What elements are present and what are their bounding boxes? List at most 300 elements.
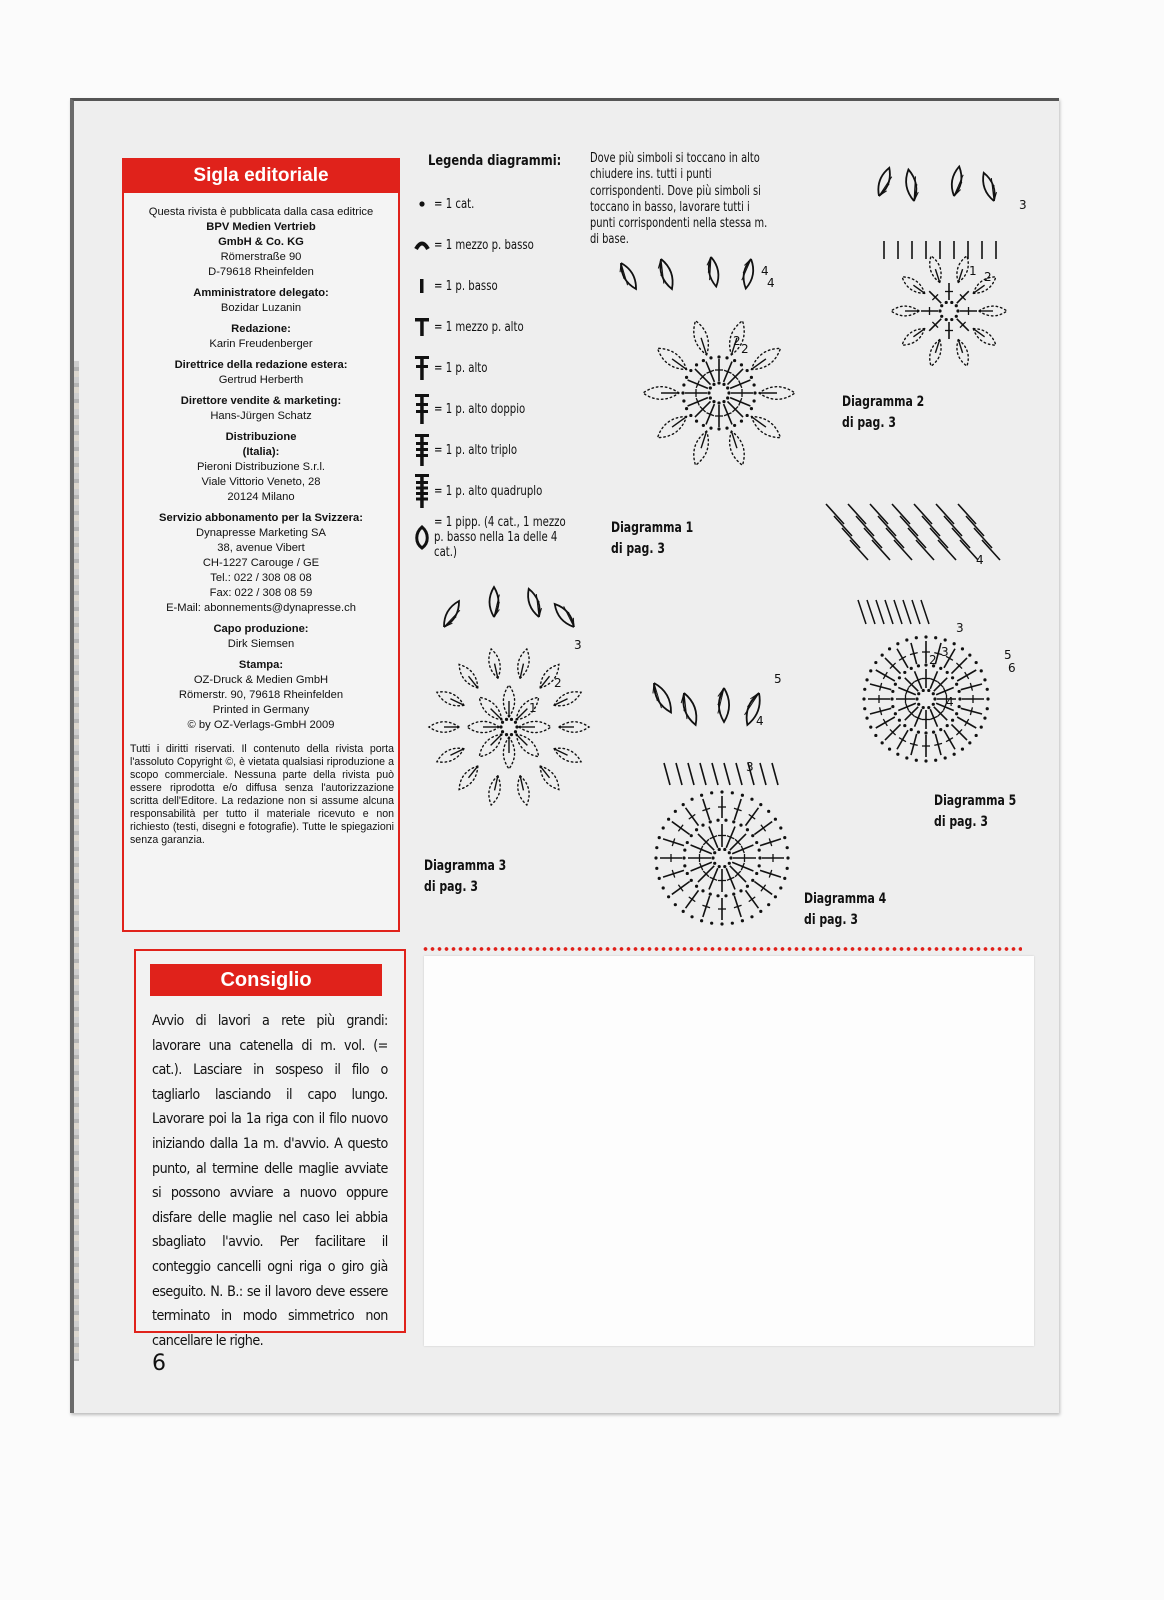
chain-dot xyxy=(924,731,927,734)
stitch-mark xyxy=(930,528,948,548)
stitch-mark xyxy=(700,763,706,785)
chain-dot xyxy=(894,712,897,715)
single-crochet-bar-icon xyxy=(412,269,434,303)
chain-dot xyxy=(717,427,720,430)
chain-dot xyxy=(934,759,937,762)
chain-dot xyxy=(712,383,715,386)
chain-dot xyxy=(683,864,686,867)
legend-label: = 1 mezzo p. alto xyxy=(434,319,524,335)
chain-dot xyxy=(709,426,712,429)
chain-dot xyxy=(510,718,513,721)
stitch-cross xyxy=(761,885,766,891)
chain-dot xyxy=(753,391,756,394)
chain-dot xyxy=(961,647,964,650)
chain-dot xyxy=(946,724,949,727)
chain-dot xyxy=(717,401,720,404)
half-double-t-icon xyxy=(412,310,434,344)
stitch-mark xyxy=(916,540,934,560)
diagram-2-drawing xyxy=(844,151,1034,391)
chain-dot xyxy=(896,753,899,756)
chain-dot xyxy=(786,856,789,859)
sigla-intro: Questa rivista è pubblicata dalla casa editrice xyxy=(148,206,374,218)
chain-dot xyxy=(700,794,703,797)
chain-dot xyxy=(940,315,943,318)
chain-dot xyxy=(932,731,935,734)
chain-dot xyxy=(896,642,899,645)
chain-dot xyxy=(955,712,958,715)
chain-dot xyxy=(722,383,725,386)
chain-dot xyxy=(710,791,713,794)
chain-dot xyxy=(658,836,661,839)
stitch-mark xyxy=(858,600,866,624)
blank-panel xyxy=(424,956,1034,1346)
legend-item xyxy=(412,228,562,262)
half-single-arc-icon xyxy=(412,228,434,262)
chain-dot xyxy=(695,363,698,366)
chain-dot xyxy=(690,879,693,882)
leaf-motif xyxy=(528,589,540,617)
chain-dot xyxy=(505,733,508,736)
chain-dot xyxy=(905,756,908,759)
chain-dot xyxy=(662,886,665,889)
chain-dot xyxy=(779,886,782,889)
stitch-mark xyxy=(872,540,890,560)
chain-dot xyxy=(955,683,958,686)
chain-dot xyxy=(720,790,723,793)
section-heading: Servizio abbonamento per la Svizzera: xyxy=(159,512,363,524)
section-line: 20124 Milano xyxy=(227,491,295,503)
legend-label: = 1 cat. xyxy=(434,196,475,212)
section-line: Tel.: 022 / 308 08 08 xyxy=(210,572,312,584)
chain-dot xyxy=(746,885,749,888)
chain-dot xyxy=(945,318,948,321)
chain-dot xyxy=(514,730,517,733)
chain-dot xyxy=(690,834,693,837)
magazine-page xyxy=(70,98,1059,1413)
chain-dot xyxy=(863,688,866,691)
stitch-mark xyxy=(724,763,730,785)
chain-dot xyxy=(783,877,786,880)
chain-dot xyxy=(922,689,925,692)
stitch-mark xyxy=(900,516,918,536)
round-number: 2 xyxy=(929,653,937,667)
petal-outline xyxy=(518,776,529,805)
chain-dot xyxy=(667,895,670,898)
chain-dot xyxy=(695,885,698,888)
diagram-4-chart xyxy=(634,653,814,938)
page-number: 6 xyxy=(152,1351,166,1376)
double-treble-icon xyxy=(412,433,434,467)
consiglio-box xyxy=(134,949,406,1349)
legend-item xyxy=(412,392,551,426)
chain-dot xyxy=(739,889,742,892)
stitch-mark xyxy=(870,504,888,524)
chain-dot xyxy=(501,721,504,724)
chain-dot xyxy=(725,356,728,359)
stitch-mark xyxy=(938,540,956,560)
chain-dot xyxy=(674,810,677,813)
stitch-mark xyxy=(848,504,866,524)
petal-stitch xyxy=(554,749,568,756)
chain-dot xyxy=(759,803,762,806)
stitch-mark xyxy=(864,528,882,548)
chain-dot xyxy=(510,733,513,736)
chain-dot xyxy=(986,697,989,700)
stitch-mark xyxy=(914,504,932,524)
petal-stitch xyxy=(935,340,939,353)
chain-dot xyxy=(505,718,508,721)
chain-dot xyxy=(733,359,736,362)
chain-dot xyxy=(711,856,714,859)
chain-dot xyxy=(783,836,786,839)
chain-dot xyxy=(951,719,954,722)
chain-dot xyxy=(752,383,755,386)
chain-dot xyxy=(685,376,688,379)
chain-dot xyxy=(741,794,744,797)
stitch-cross xyxy=(689,814,695,819)
stitch-cross xyxy=(749,814,755,819)
dotted-divider xyxy=(422,946,1022,952)
petal-outline xyxy=(694,321,709,355)
chain-dot xyxy=(865,717,868,720)
petal-outline xyxy=(930,256,941,283)
chain-dot xyxy=(986,707,989,710)
diagram-1-drawing xyxy=(601,253,801,523)
chain-dot xyxy=(732,893,735,896)
round-number: 3 xyxy=(1019,198,1027,212)
stitch-cross xyxy=(678,885,683,891)
chain-dot xyxy=(654,856,657,859)
stitch-mark xyxy=(894,540,912,560)
chain-dot xyxy=(950,318,953,321)
chain-dot xyxy=(958,705,961,708)
leaf-motif xyxy=(983,173,995,201)
chain-dot xyxy=(958,697,961,700)
chain-dot xyxy=(934,636,937,639)
chain-dot xyxy=(955,304,958,307)
section-heading: Distribuzione xyxy=(225,431,297,443)
chain-dot xyxy=(725,426,728,429)
chain-dot xyxy=(986,688,989,691)
chain-dot xyxy=(709,820,712,823)
chain-dot xyxy=(774,818,777,821)
diagram-title: Diagramma 4 xyxy=(804,891,887,907)
chain-dot xyxy=(727,391,730,394)
stitch-mark xyxy=(958,504,976,524)
stitch-cross xyxy=(689,897,695,902)
chain-dot xyxy=(933,697,936,700)
publisher-name: GmbH & Co. KG xyxy=(218,236,304,248)
chain-dot xyxy=(905,638,908,641)
section-line: Viale Vittorio Veneto, 28 xyxy=(201,476,321,488)
chain-dot xyxy=(716,819,719,822)
stitch-mark xyxy=(908,528,926,548)
chain-dot xyxy=(774,895,777,898)
chain-dot xyxy=(746,414,749,417)
diagram-1-label xyxy=(611,518,693,560)
chain-dot xyxy=(950,301,953,304)
chain-dot xyxy=(951,676,954,679)
chain-dot xyxy=(924,663,927,666)
stitch-mark xyxy=(936,504,954,524)
chain-dot xyxy=(939,667,942,670)
stitch-mark xyxy=(966,516,984,536)
diagram-title: Diagramma 5 xyxy=(934,793,1017,809)
diagram-5-drawing xyxy=(796,484,1036,784)
petal-outline xyxy=(489,649,500,678)
diagram-2-chart xyxy=(844,151,1034,396)
petal-stitch xyxy=(520,776,523,791)
chain-dot xyxy=(731,922,734,925)
stitch-mark xyxy=(876,600,884,624)
chain-dot xyxy=(739,823,742,826)
stitch-mark xyxy=(676,763,682,785)
chain-dot xyxy=(975,734,978,737)
chain-dot xyxy=(709,356,712,359)
chain-dot xyxy=(695,828,698,831)
stitch-mark xyxy=(664,763,670,785)
diagram-ref: di pag. 3 xyxy=(424,879,478,895)
diagram-2-label xyxy=(842,392,924,434)
chain-dot xyxy=(751,834,754,837)
petal-stitch xyxy=(958,340,962,353)
chain-dot xyxy=(865,678,868,681)
chain-dot xyxy=(702,424,705,427)
chain-dot xyxy=(932,692,935,695)
chain-dot xyxy=(750,798,753,801)
legend-item xyxy=(412,474,573,508)
chain-dot xyxy=(940,304,943,307)
chain-dot xyxy=(712,400,715,403)
petal-stitch xyxy=(520,664,523,679)
sigla-editoriale-box xyxy=(122,158,400,932)
triple-treble-icon xyxy=(412,474,434,508)
stitch-cross xyxy=(749,897,755,902)
legend-label: = 1 mezzo p. basso xyxy=(434,237,534,253)
diagram-3-label xyxy=(424,856,506,898)
round-number: 3 xyxy=(574,638,582,652)
chain-dot xyxy=(888,748,891,751)
diagram-note: Dove più simboli si toccano in alto chiudere ins. tutti i punti corrispondenti. Dove più simboli si toccano in basso, lavorare tutti i punti corrispondenti nella stessa m. di base. xyxy=(590,151,768,248)
chain-dot xyxy=(968,741,971,744)
diagram-legend xyxy=(412,153,602,573)
stitch-mark xyxy=(856,516,874,536)
chain-dot xyxy=(922,706,925,709)
legend-title: Legenda diagrammi: xyxy=(428,153,562,169)
chain-dot xyxy=(862,697,865,700)
chain-dot xyxy=(953,753,956,756)
chain-dot xyxy=(786,846,789,849)
chain-dot xyxy=(717,355,720,358)
petal-outline xyxy=(518,649,529,678)
diagram-title: Diagramma 2 xyxy=(842,394,925,410)
section-heading: Direttore vendite & marketing: xyxy=(180,395,342,407)
stitch-mark xyxy=(834,516,852,536)
chain-dot xyxy=(682,910,685,913)
round-number: 6 xyxy=(1008,661,1016,675)
stitch-cross xyxy=(761,825,766,831)
chain-dot xyxy=(927,706,930,709)
petal-stitch xyxy=(701,431,707,448)
chain-dot xyxy=(983,678,986,681)
leaf-stitch xyxy=(954,175,963,196)
section-heading: Stampa: xyxy=(238,659,284,671)
chain-dot xyxy=(718,865,721,868)
chain-dot xyxy=(888,647,891,650)
petal-outline xyxy=(930,340,941,367)
chain-dot xyxy=(944,756,947,759)
chain-dot xyxy=(685,407,688,410)
round-number: 5 xyxy=(774,672,782,686)
chain-dot xyxy=(938,309,941,312)
chain-dot xyxy=(716,894,719,897)
section-line: OZ-Druck & Medien GmbH xyxy=(193,674,329,686)
chain-dot xyxy=(891,690,894,693)
legend-item xyxy=(412,310,549,344)
stitch-mark xyxy=(772,763,778,785)
chain-dot xyxy=(910,667,913,670)
picot-loop-icon xyxy=(412,521,434,555)
chain-dot xyxy=(682,856,685,859)
chain-dot xyxy=(710,922,713,925)
section-subheading: (Italia): xyxy=(242,446,280,458)
stitch-mark xyxy=(982,540,1000,560)
chain-dot xyxy=(758,864,761,867)
chain-dot xyxy=(869,669,872,672)
chain-dot xyxy=(891,705,894,708)
chain-dot xyxy=(863,707,866,710)
petal-stitch xyxy=(450,699,464,706)
sigla-body xyxy=(124,193,398,733)
chain-dot xyxy=(709,396,712,399)
petal-outline xyxy=(489,776,500,805)
chain-dot xyxy=(759,910,762,913)
chain-dot xyxy=(713,851,716,854)
stitch-mark xyxy=(922,516,940,536)
chain-dot xyxy=(881,741,884,744)
chain-dot xyxy=(750,407,753,410)
chain-dot xyxy=(700,919,703,922)
legend-label: = 1 p. basso xyxy=(434,278,498,294)
chain-dot xyxy=(499,725,502,728)
double-crochet-cross-icon xyxy=(412,351,434,385)
treble-crochet-icon xyxy=(412,392,434,426)
chain-dot xyxy=(874,661,877,664)
chain-dot xyxy=(898,719,901,722)
diagram-ref: di pag. 3 xyxy=(842,415,896,431)
page-edge xyxy=(74,361,79,1361)
stitch-mark xyxy=(921,600,929,624)
section-line: © by OZ-Verlags-GmbH 2009 xyxy=(187,719,335,731)
chain-dot xyxy=(890,697,893,700)
stitch-mark xyxy=(903,600,911,624)
petal-stitch xyxy=(935,269,939,282)
legend-item xyxy=(412,351,503,385)
chain-dot xyxy=(752,399,755,402)
round-number: 2 xyxy=(984,270,992,284)
section-line: E-Mail: abonnements@dynapresse.ch xyxy=(166,602,356,614)
section-line: Gertrud Herberth xyxy=(218,374,304,386)
chain-dot xyxy=(767,810,770,813)
chain-dot xyxy=(903,671,906,674)
chain-dot xyxy=(689,369,692,372)
diagram-1-chart xyxy=(601,253,801,528)
section-line: Printed in Germany xyxy=(212,704,310,716)
chain-dot xyxy=(767,903,770,906)
chain-dot-icon xyxy=(412,187,434,221)
chain-dot xyxy=(779,826,782,829)
chain-dot xyxy=(955,315,958,318)
chain-dot xyxy=(726,396,729,399)
chain-dot xyxy=(945,301,948,304)
chain-dot xyxy=(755,872,758,875)
chain-dot xyxy=(724,894,727,897)
round-number: 3 xyxy=(956,621,964,635)
round-number: 4 xyxy=(767,276,775,290)
diagram-4-drawing xyxy=(634,653,814,933)
legend-label: = 1 p. alto xyxy=(434,360,488,376)
legend-item xyxy=(412,269,516,303)
chain-dot xyxy=(927,689,930,692)
petal-outline xyxy=(957,340,968,367)
chain-dot xyxy=(881,654,884,657)
stitch-mark xyxy=(912,600,920,624)
legal-notice: Tutti i diritti riservati. Il contenuto della rivista porta l'assoluto Copyright ©, è vietata qualsiasi riproduzione a scopo commerciale. Nessuna parte della rivista può essere riprodotta e/o diffusa senza l'autorizzazione scritta dell'Editore. La redazione non si assume alcuna responsabilità per tutto il materiale ricevuto e non richiesto (testi, disegni e fotografie). Tutte le spiegazioni senza garanzia. xyxy=(130,743,394,846)
round-number: 4 xyxy=(761,264,769,278)
stitch-mark xyxy=(886,528,904,548)
petal-outline xyxy=(957,256,968,283)
section-line: Karin Freudenberger xyxy=(209,338,313,350)
diagram-3-chart xyxy=(414,587,614,852)
chain-dot xyxy=(980,669,983,672)
chain-dot xyxy=(915,759,918,762)
chain-dot xyxy=(917,692,920,695)
chain-dot xyxy=(724,819,727,822)
chain-dot xyxy=(655,867,658,870)
stitch-mark xyxy=(892,504,910,524)
chain-dot xyxy=(702,359,705,362)
stitch-mark xyxy=(688,763,694,785)
chain-dot xyxy=(741,919,744,922)
legend-label: = 1 p. alto doppio xyxy=(434,401,526,417)
section-line: 38, avenue Vibert xyxy=(217,542,305,554)
diagram-ref: di pag. 3 xyxy=(804,912,858,928)
diagram-5-chart xyxy=(796,484,1036,789)
chain-dot xyxy=(732,820,735,823)
diagram-title: Diagramma 1 xyxy=(611,520,694,536)
section-heading: Capo produzione: xyxy=(213,623,309,635)
sigla-title: Sigla editoriale xyxy=(122,158,400,193)
chain-dot xyxy=(713,862,716,865)
chain-dot xyxy=(983,717,986,720)
chain-dot xyxy=(917,731,920,734)
diagram-title: Diagramma 3 xyxy=(424,858,507,874)
stitch-mark xyxy=(878,516,896,536)
section-line: CH-1227 Carouge / GE xyxy=(202,557,320,569)
chain-dot xyxy=(723,865,726,868)
chain-dot xyxy=(932,703,935,706)
chain-dot xyxy=(755,841,758,844)
chain-dot xyxy=(514,721,517,724)
publisher-address: Römerstraße 90 xyxy=(220,251,302,263)
section-heading: Redazione: xyxy=(231,323,291,335)
chain-dot xyxy=(874,734,877,737)
chain-dot xyxy=(898,676,901,679)
stitch-mark xyxy=(760,763,766,785)
chain-dot xyxy=(709,386,712,389)
chain-dot xyxy=(515,725,518,728)
chain-dot xyxy=(961,748,964,751)
